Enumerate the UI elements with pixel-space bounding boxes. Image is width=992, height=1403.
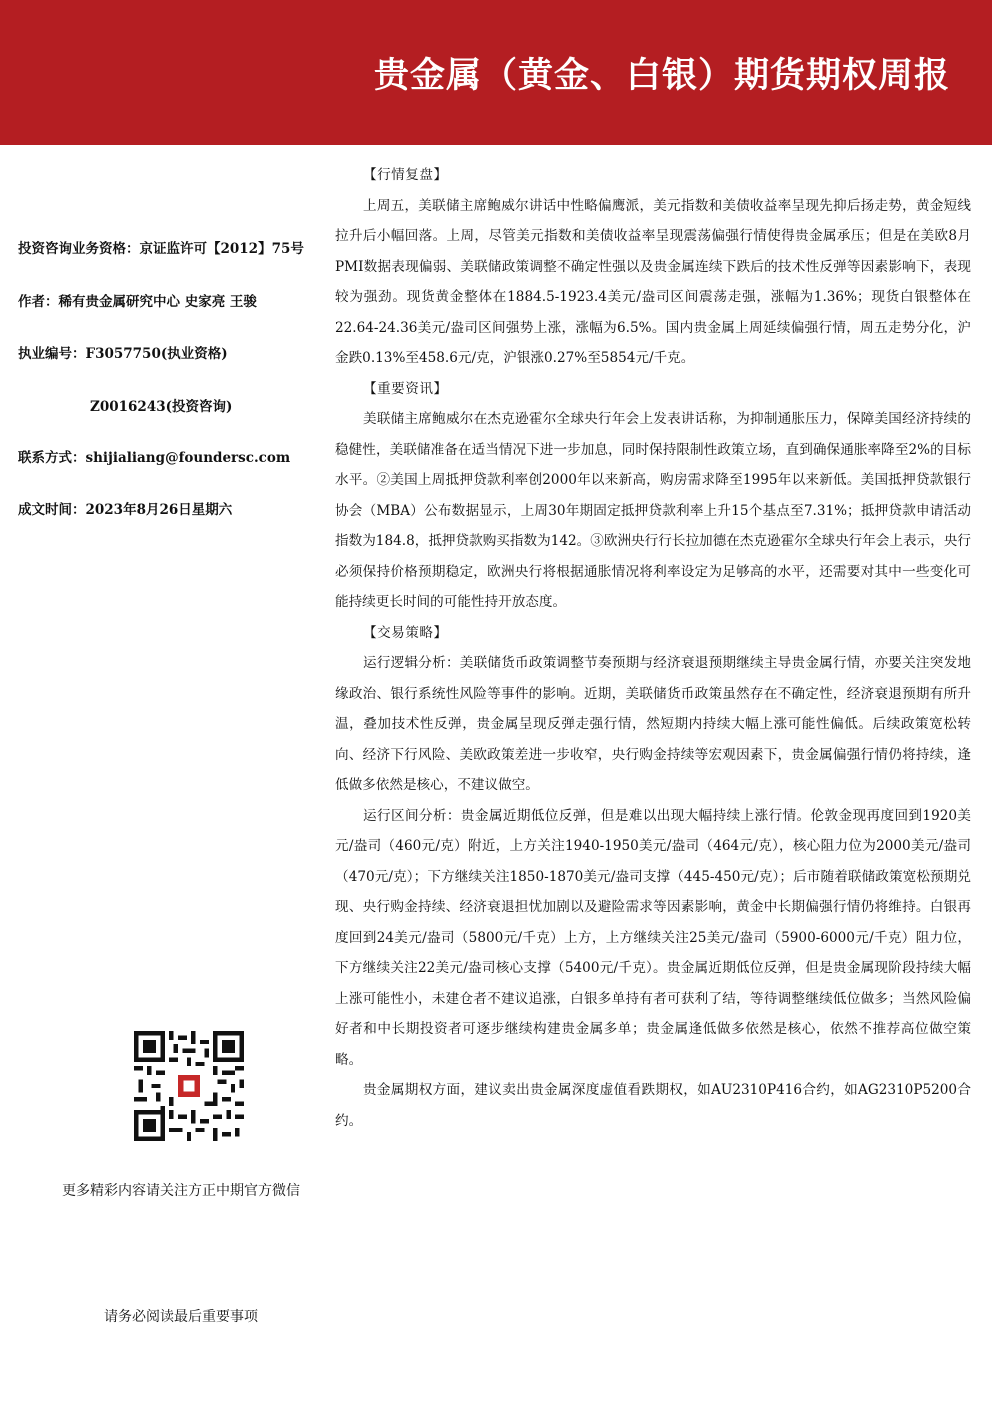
date-line: 成文时间：2023年8月26日星期六 — [18, 502, 233, 518]
qr-caption: 更多精彩内容请关注方正中期官方微信 — [62, 1183, 300, 1199]
wechat-qr-code — [134, 1031, 244, 1141]
review-paragraph: 上周五，美联储主席鲍威尔讲话中性略偏鹰派，美元指数和美债收益率呈现先抑后扬走势，黄金短线拉升后小幅回落。上周，尽管美元指数和美债收益率呈现震荡偏强行情使得贵金属承压；但是在美欧8月PMI数据表现偏弱、美联储政策调整不确定性强以及贵金属连续下跌后的技术性反弹等因素影响下，表现较为强劲。现货黄金整体在1884.5-1923.4美元/盎司区间震荡走强，涨幅为1.36%；现货白银整体在22.64-24.36美元/盎司区间强势上涨，涨幅为6.5%。国内贵金属上周延续偏强行情，周五走势分化，沪金跌0.13%至458.6元/克，沪银涨0.27%至5854元/千克。 — [335, 197, 971, 366]
disclaimer-note: 请务必阅读最后重要事项 — [104, 1309, 258, 1325]
license-line: 执业编号：F3057750(执业资格) — [18, 346, 228, 362]
license-line-2: Z0016243(投资咨询) — [90, 399, 233, 415]
report-title: 贵金属（黄金、白银）期货期权周报 — [373, 56, 950, 96]
qualification-line: 投资咨询业务资格：京证监许可【2012】75号 — [18, 241, 304, 257]
section-title-news: 【重要资讯】 — [363, 380, 448, 397]
strategy-range-paragraph: 运行区间分析：贵金属近期低位反弹，但是难以出现大幅持续上涨行情。伦敦金现再度回到1920美元/盎司（460元/克）附近，上方关注1940-1950美元/盎司（464元/克），核心阻力位为2000美元/盎司（470元/克）；下方继续关注1850-1870美元/盎司支撑（445-450元/克）；后市随着联储政策宽松预期兑现、央行购金持续、经济衰退担忧加剧以及避险需求等因素影响，黄金中长期偏强行情仍将维持。白银再度回到24美元/盎司（5800元/千克）上方，上方继续关注25美元/盎司（5900-6000元/千克）阻力位，下方继续关注22美元/盎司核心支撑（5400元/千克）。贵金属近期低位反弹，但是贵金属现阶段持续大幅上涨可能性小，未建仓者不建议追涨，白银多单持有者可获利了结，等待调整继续低位做多；当然风险偏好者和中长期投资者可逐步继续构建贵金属多单；贵金属逢低做多依然是核心，依然不推荐高位做空策略。 — [335, 807, 971, 1068]
strategy-logic-paragraph: 运行逻辑分析：美联储货币政策调整节奏预期与经济衰退预期继续主导贵金属行情，亦要关注突发地缘政治、银行系统性风险等事件的影响。近期，美联储货币政策虽然存在不确定性，经济衰退预期有所升温，叠加技术性反弹，贵金属呈现反弹走强行情，然短期内持续大幅上涨可能性偏低。后续政策宽松转向、经济下行风险、美欧政策差进一步收窄，央行购金持续等宏观因素下，贵金属偏强行情仍将持续，逢低做多依然是核心，不建议做空。 — [335, 655, 971, 793]
contact-line: 联系方式：shijialiang@foundersc.com — [18, 450, 291, 466]
main-content — [335, 160, 971, 1136]
news-paragraph: 美联储主席鲍威尔在杰克逊霍尔全球央行年会上发表讲话称，为抑制通胀压力，保障美国经济持续的稳健性，美联储准备在适当情况下进一步加息，同时保持限制性政策立场，直到确保通胀率降至2%的目标水平。②美国上周抵押贷款利率创2000年以来新高，购房需求降至1995年以来新低。美国抵押贷款银行协会（MBA）公布数据显示，上周30年期固定抵押贷款利率上升15个基点至7.31%；抵押贷款申请活动指数为184.8，抵押贷款购买指数为142。③欧洲央行行长拉加德在杰克逊霍尔全球央行年会上表示，央行必须保持价格预期稳定，欧洲央行将根据通胀情况将利率设定为足够高的水平，还需要对其中一些变化可能持续更长时间的可能性持开放态度。 — [335, 411, 971, 610]
section-title-review: 【行情复盘】 — [363, 167, 448, 183]
author-line: 作者：稀有贵金属研究中心 史家亮 王骏 — [18, 294, 257, 310]
report-header — [0, 0, 992, 145]
strategy-options-paragraph: 贵金属期权方面，建议卖出贵金属深度虚值看跌期权，如AU2310P416合约，如AG2310P5200合约。 — [335, 1082, 971, 1129]
section-title-strategy: 【交易策略】 — [363, 624, 448, 641]
